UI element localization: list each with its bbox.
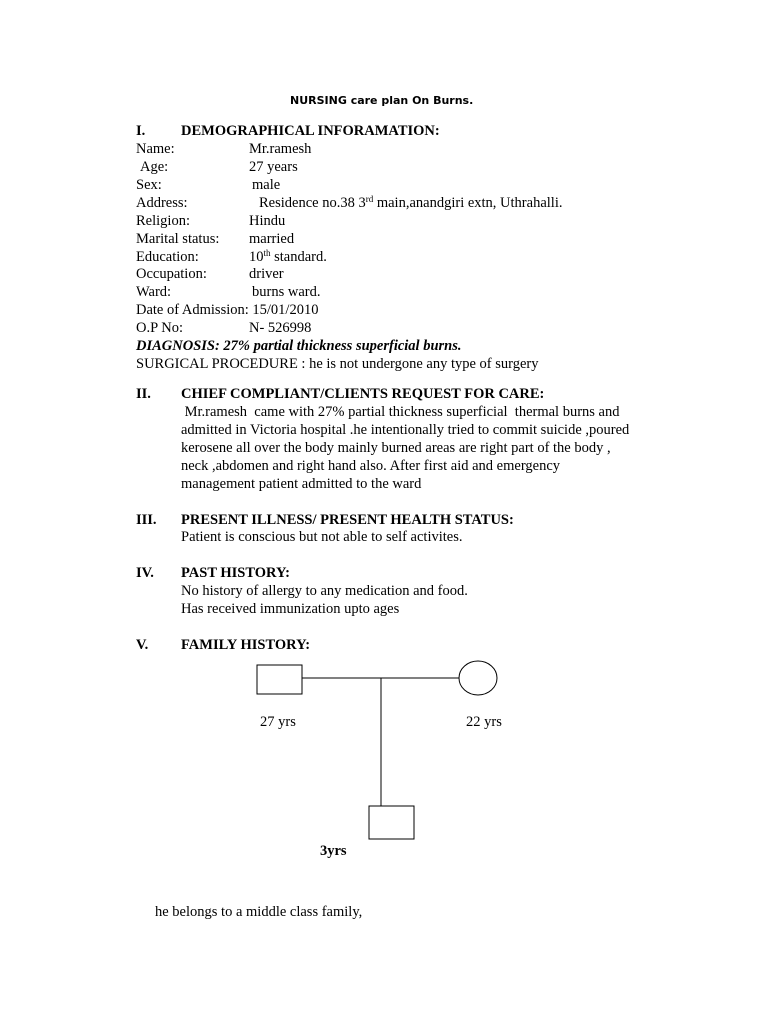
age-value: 27 years	[249, 159, 298, 175]
address-value: Residence no.38 3rd main,anandgiri extn, Uthrahalli.	[259, 194, 563, 211]
religion-label: Religion:	[136, 213, 190, 229]
complaint-line: kerosene all over the body mainly burned areas are right part of the body ,	[181, 440, 611, 456]
section-4-number: IV.	[136, 565, 154, 581]
section-1-number: I.	[136, 123, 146, 139]
occupation-label: Occupation:	[136, 266, 207, 282]
section-2-heading: CHIEF COMPLIANT/CLIENTS REQUEST FOR CARE:	[181, 386, 545, 402]
sex-label: Sex:	[136, 177, 162, 193]
religion-value: Hindu	[249, 213, 286, 229]
section-3-number: III.	[136, 512, 157, 528]
diagnosis: DIAGNOSIS: 27% partial thickness superficial burns.	[136, 338, 462, 354]
op-number-value: N- 526998	[249, 320, 312, 336]
sex-value: male	[252, 177, 281, 193]
family-note: he belongs to a middle class family,	[155, 904, 363, 920]
education-label: Education:	[136, 249, 199, 265]
section-5-heading: FAMILY HISTORY:	[181, 637, 311, 653]
complaint-line: admitted in Victoria hospital .he intentionally tried to commit suicide ,poured	[181, 422, 630, 438]
section-4-heading: PAST HISTORY:	[181, 565, 290, 581]
marital-status-label: Marital status:	[136, 231, 220, 247]
complaint-line: management patient admitted to the ward	[181, 476, 422, 492]
op-number-label: O.P No:	[136, 320, 183, 336]
child-age-label: 3yrs	[320, 843, 347, 859]
section-5-number: V.	[136, 637, 149, 653]
name-label: Name:	[136, 141, 175, 157]
present-illness-text: Patient is conscious but not able to self activites.	[181, 529, 463, 545]
past-history-line: No history of allergy to any medication and food.	[181, 583, 468, 599]
marital-status-value: married	[249, 231, 295, 247]
surgical-procedure: SURGICAL PROCEDURE : he is not undergone any type of surgery	[136, 356, 539, 372]
ward-value: burns ward.	[252, 284, 321, 300]
document-title: NURSING care plan On Burns.	[290, 94, 474, 107]
education-value: 10th standard.	[249, 248, 327, 265]
past-history-line: Has received immunization upto ages	[181, 601, 400, 617]
section-3-heading: PRESENT ILLNESS/ PRESENT HEALTH STATUS:	[181, 512, 514, 528]
section-1-heading: DEMOGRAPHICAL INFORAMATION:	[181, 123, 440, 139]
ward-label: Ward:	[136, 284, 172, 300]
child-square	[369, 806, 414, 839]
mother-age-label: 22 yrs	[466, 714, 502, 730]
complaint-line: Mr.ramesh came with 27% partial thickness superficial thermal burns and	[181, 404, 620, 420]
complaint-line: neck ,abdomen and right hand also. After first aid and emergency	[181, 458, 561, 474]
mother-circle	[459, 661, 497, 695]
father-square	[257, 665, 302, 694]
name-value: Mr.ramesh	[249, 141, 312, 157]
age-label: Age:	[140, 159, 169, 175]
date-of-admission: Date of Admission: 15/01/2010	[136, 302, 319, 318]
section-2-number: II.	[136, 386, 151, 402]
address-label: Address:	[136, 195, 188, 211]
father-age-label: 27 yrs	[260, 714, 296, 730]
occupation-value: driver	[249, 266, 284, 282]
